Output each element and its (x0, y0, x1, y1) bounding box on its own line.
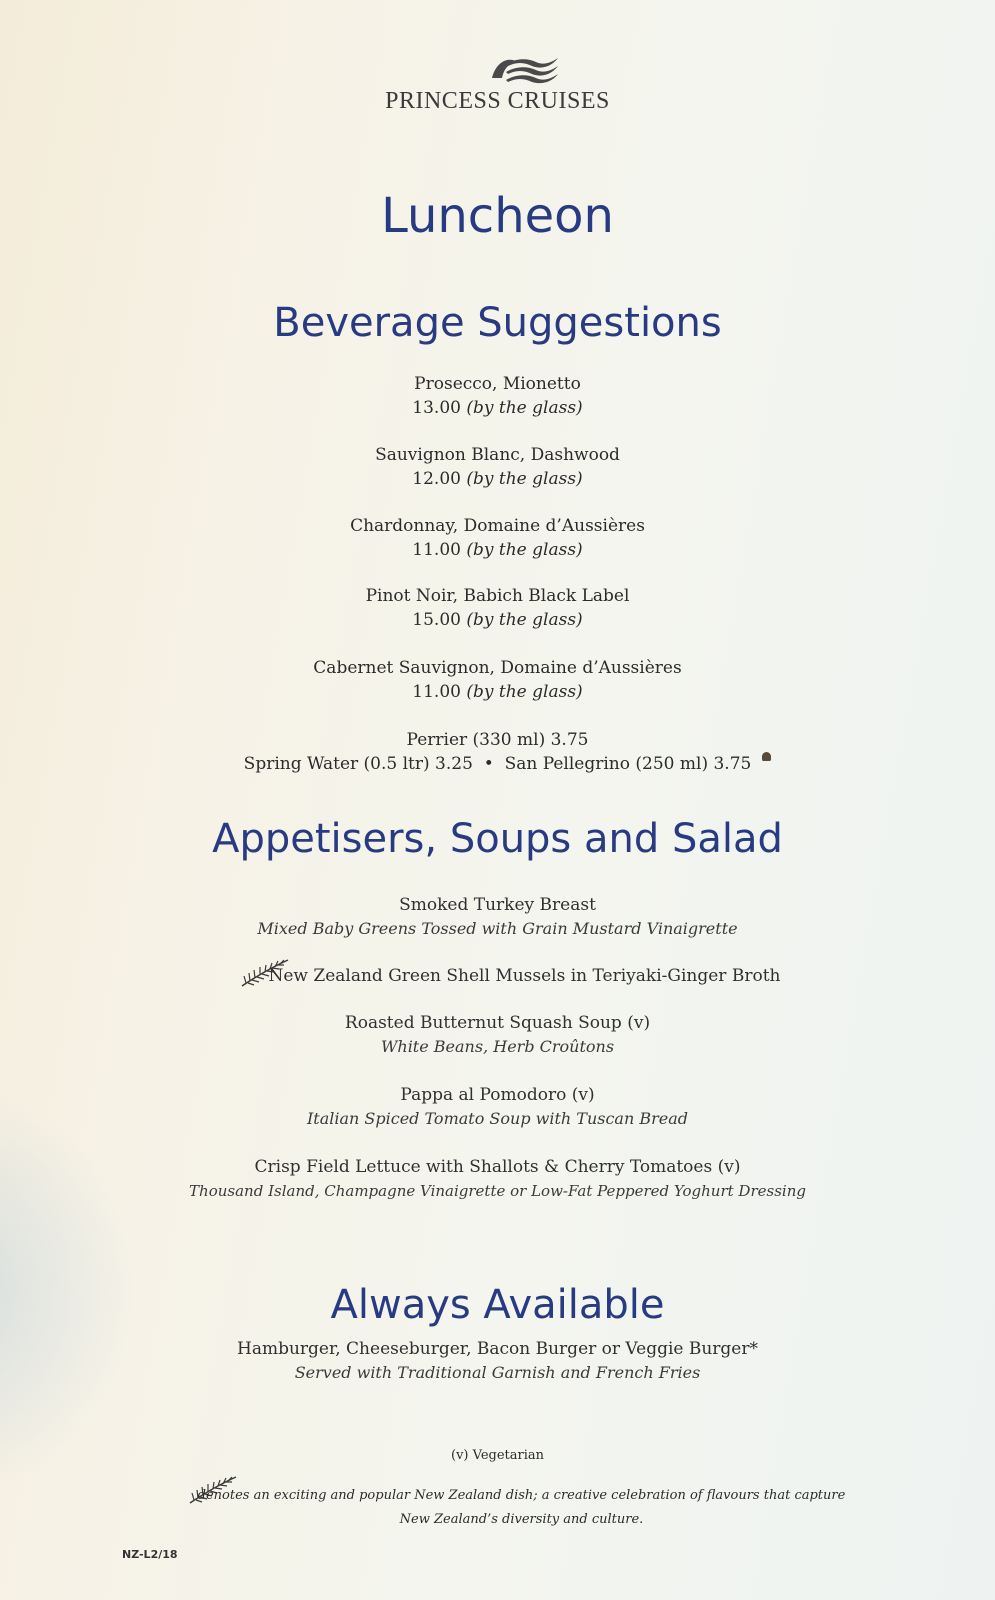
beverage-heading: Beverage Suggestions (273, 300, 722, 346)
vegetarian-legend: (v) Vegetarian (451, 1448, 544, 1463)
item-name: Pappa al Pomodoro (v) (400, 1085, 595, 1105)
menu-item (0, 1337, 995, 1385)
beverage-price: 13.00 (412, 398, 461, 418)
beverage-name: Pinot Noir, Babich Black Label (365, 586, 630, 606)
beverage-name: Prosecco, Mionetto (414, 374, 581, 394)
bullet-separator: • (483, 754, 494, 774)
item-description: Italian Spiced Tomato Soup with Tuscan Bread (306, 1109, 689, 1128)
menu-item (0, 893, 995, 941)
beverage-item (0, 372, 995, 420)
beverage-price-line (0, 680, 995, 704)
item-name: Smoked Turkey Breast (399, 895, 596, 915)
beverage-note: (by the glass) (466, 398, 583, 418)
beverage-note: (by the glass) (466, 682, 583, 702)
water-line-2 (0, 752, 995, 776)
beverage-note: (by the glass) (466, 540, 583, 560)
menu-item (0, 1155, 995, 1203)
san-pellegrino: San Pellegrino (250 ml) 3.75 (504, 754, 752, 774)
menu-item (0, 1011, 995, 1059)
water-line-1: Perrier (330 ml) 3.75 (406, 730, 589, 750)
item-description: Served with Traditional Garnish and French Fries (294, 1363, 701, 1382)
beverage-item (0, 584, 995, 632)
beverage-price: 11.00 (412, 540, 461, 560)
item-description: Mixed Baby Greens Tossed with Grain Mustard Vinaigrette (257, 919, 738, 938)
beverage-name: Cabernet Sauvignon, Domaine d’Aussières (313, 658, 682, 678)
spring-water: Spring Water (0.5 ltr) 3.25 (243, 754, 473, 774)
beverage-price: 12.00 (412, 469, 461, 489)
beverage-note: (by the glass) (466, 610, 583, 630)
menu-code: NZ-L2/18 (122, 1548, 178, 1561)
beverage-price-line (0, 538, 995, 562)
item-description: White Beans, Herb Croûtons (380, 1037, 615, 1056)
fern-legend-line-2: New Zealand’s diversity and culture. (399, 1512, 644, 1527)
item-name: New Zealand Green Shell Mussels in Teriyaki-Ginger Broth (268, 966, 781, 986)
item-description: Thousand Island, Champagne Vinaigrette or Low-Fat Peppered Yoghurt Dressing (189, 1182, 806, 1200)
beverage-name: Chardonnay, Domaine d’Aussières (350, 516, 645, 536)
item-name: Crisp Field Lettuce with Shallots & Cherry Tomatoes (v) (254, 1157, 741, 1177)
beverage-price: 11.00 (412, 682, 461, 702)
beverage-price-line (0, 608, 995, 632)
beverage-name: Sauvignon Blanc, Dashwood (375, 445, 620, 465)
beverage-price: 15.00 (412, 610, 461, 630)
always-available-heading: Always Available (330, 1282, 665, 1328)
paper-speck (762, 752, 771, 761)
menu-item (0, 964, 995, 988)
fern-legend-line-1: denotes an exciting and popular New Zealand dish; a creative celebration of flavours that capture (197, 1488, 846, 1503)
beverage-price-line (0, 396, 995, 420)
beverage-note: (by the glass) (466, 469, 583, 489)
menu-item (0, 1083, 995, 1131)
fern-legend (0, 1484, 995, 1532)
beverage-item (0, 656, 995, 704)
beverage-item (0, 443, 995, 491)
appetisers-heading: Appetisers, Soups and Salad (212, 816, 783, 862)
beverage-price-line (0, 467, 995, 491)
water-list (0, 728, 995, 776)
item-name: Roasted Butternut Squash Soup (v) (344, 1013, 651, 1033)
princess-wave-logo-icon (488, 52, 560, 84)
brand-name: PRINCESS CRUISES (385, 88, 610, 114)
beverage-item (0, 514, 995, 562)
item-name: Hamburger, Cheeseburger, Bacon Burger or Veggie Burger* (237, 1339, 758, 1359)
menu-title: Luncheon (381, 188, 614, 244)
